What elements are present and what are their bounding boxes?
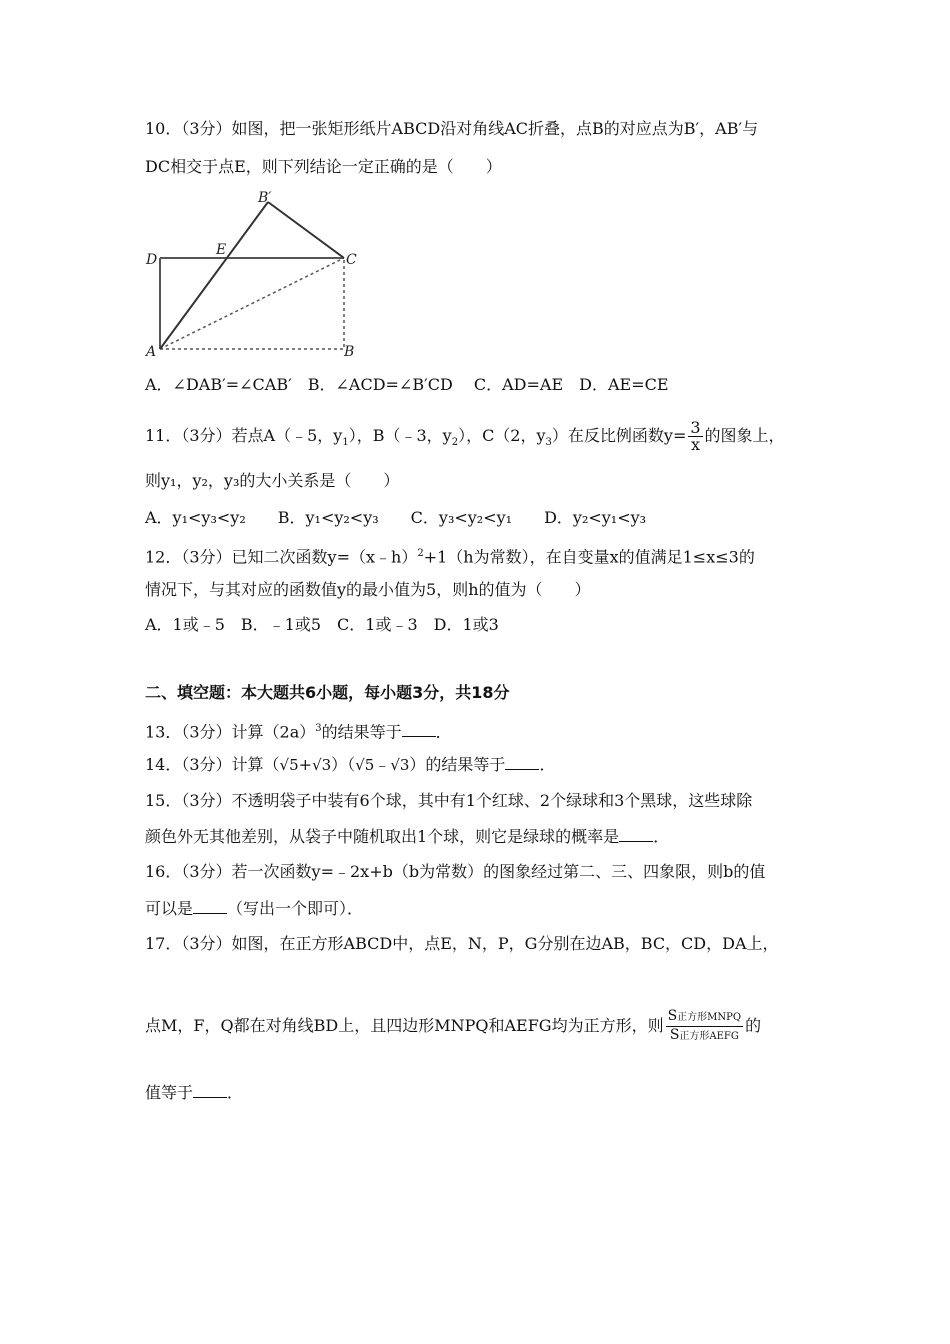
q11-line1: 11．（3分）若点A（﹣5，$y_1$），B（﹣3，$y_2$），C（2，$y_3$）在反比例函数y= $\frac{3}{x}$ 的图象上， <box>145 418 785 454</box>
q16-line2: 可以是 （写出一个即可）． <box>145 899 364 918</box>
answer-blank <box>402 722 436 737</box>
label-B-prime: B′ <box>258 190 272 206</box>
section-title: 二、填空题：本大题共6小题，每小题3分，共18分 <box>145 683 510 702</box>
q11-options: A．y₁<y₃<y₂ B．y₁<y₂<y₃ C．y₃<y₂<y₁ D．y₂<y₁<y₃ <box>145 508 647 527</box>
answer-blank <box>193 899 227 914</box>
q17-line2: 点M，F，Q都在对角线BD上，且四边形MNPQ和AEFG均为正方形，则 $\frac{\text{S正方形MNPQ}}{\text{S正方形AEFG}}$ 的 <box>145 1008 762 1043</box>
answer-blank <box>505 755 539 770</box>
label-D: D <box>146 252 158 268</box>
q12-line1: 12．（3分）已知二次函数y=（x﹣h）$^2$+1（h为常数），在自变量x的值满足1≤x≤3的 <box>145 547 755 567</box>
q16-line1: 16．（3分）若一次函数y=﹣2x+b（b为常数）的图象经过第二、三、四象限，则b的值 <box>145 862 766 881</box>
label-B: B <box>344 344 355 360</box>
q10-options: A．∠DAB′=∠CAB′ B．∠ACD=∠B′CD C．AD=AE D．AE=CE <box>145 375 669 394</box>
area-ratio-fraction: $\frac{\text{S正方形MNPQ}}{\text{S正方形AEFG}}$ <box>667 1008 742 1043</box>
label-A: A <box>146 344 157 360</box>
q12-options: A．1或﹣5 B．﹣1或5 C．1或﹣3 D．1或3 <box>145 615 499 634</box>
label-E: E <box>216 242 227 258</box>
label-C: C <box>346 252 357 268</box>
answer-blank <box>619 827 653 842</box>
q14: 14．（3分）计算（√5+√3）（√5﹣√3）的结果等于 ． <box>145 755 556 774</box>
answer-blank <box>193 1083 227 1098</box>
q10-line2: DC相交于点E，则下列结论一定正确的是（ ） <box>145 157 502 176</box>
folded-rectangle-figure <box>140 188 370 360</box>
q15-line2: 颜色外无其他差别，从袋子中随机取出1个球，则它是绿球的概率是 ． <box>145 827 670 846</box>
q10-line1: 10．（3分）如图，把一张矩形纸片ABCD沿对角线AC折叠，点B的对应点为B′，AB′与 <box>145 119 759 138</box>
q15-line1: 15．（3分）不透明袋子中装有6个球，其中有1个红球、2个绿球和3个黑球，这些球除 <box>145 791 753 810</box>
q13: 13．（3分）计算$(2a)^3$的结果等于 ． <box>145 722 452 742</box>
q17-line3: 值等于 ． <box>145 1083 244 1102</box>
q12-line2: 情况下，与其对应的函数值y的最小值为5，则h的值为（ ） <box>145 580 591 599</box>
fraction-3-over-x: $\frac{3}{x}$ <box>690 418 701 454</box>
q11-line2: 则y₁，y₂，y₃的大小关系是（ ） <box>145 471 400 490</box>
q17-line1: 17．（3分）如图，在正方形ABCD中，点E，N，P，G分别在边AB，BC，CD，DA上， <box>145 934 779 953</box>
